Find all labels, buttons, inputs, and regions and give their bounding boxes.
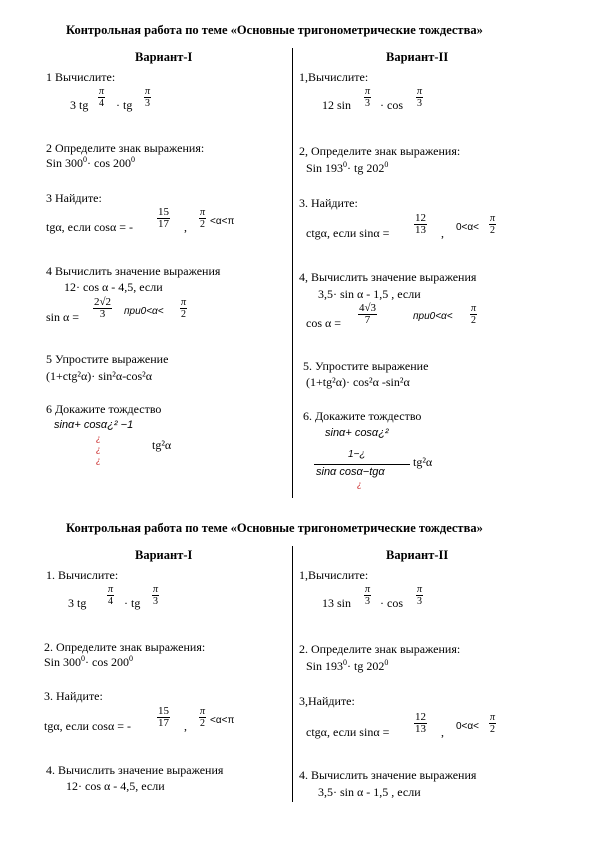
task-1-expr-a-v2: 12 sin: [322, 98, 352, 112]
task-4-expr: 12· cos α - 4,5, если: [64, 280, 163, 294]
task-5-label: 5 Упростите выражение: [46, 352, 169, 366]
task-6-mark-3: ¿: [96, 455, 101, 465]
task-3-condition-v2: 0<α<: [456, 222, 480, 233]
task-1-expr-b: · tg: [116, 98, 133, 112]
task-3-label-v2-b2: 3,Найдите:: [299, 694, 355, 708]
task-2-label-v2: 2, Определите знак выражения:: [299, 144, 461, 158]
task-4-condition: при0<α<: [124, 306, 164, 317]
task-1-label-v2-b2: 1,Вычислите:: [299, 568, 369, 582]
fraction-pi-2-v2-b2: $\frac{\pi}{2}$: [490, 712, 496, 735]
task-6-fraction-bar: [314, 464, 410, 465]
fraction-pi-4: $\frac{\pi}{4}$: [99, 86, 105, 109]
fraction-pi-2-b: $\frac{\pi}{2}$: [181, 297, 187, 320]
task-3-label-v2: 3. Найдите:: [299, 196, 358, 210]
task-6-mark-2: ¿: [96, 444, 101, 454]
fraction-pi-2-b2: $\frac{\pi}{2}$: [200, 706, 206, 729]
task-6-bot-v2: sinα cosα−tgα: [316, 466, 385, 478]
task-1-expr-b-b2: · tg: [124, 596, 141, 610]
task-6-label-v2: 6. Докажите тождество: [303, 409, 422, 423]
task-2-label-v2-b2: 2. Определите знак выражения:: [299, 642, 461, 656]
task-3-comma-v2-b2: ,: [441, 725, 444, 739]
task-3-expr-b2: tgα, если cosα = -: [44, 719, 132, 733]
task-3-comma-b2: ,: [184, 719, 187, 733]
task-6-mark-1: ¿: [96, 433, 101, 443]
task-6-label: 6 Докажите тождество: [46, 402, 162, 416]
task-4-label-v2-b2: 4. Вычислить значение выражения: [299, 768, 477, 782]
task-4-label: 4 Вычислить значение выражения: [46, 264, 221, 278]
task-2-expr: Sin $300^0\cdot \cos 200^0$: [46, 155, 136, 170]
fraction-4root3-7: $\frac{4√3}{7}$: [359, 302, 377, 326]
task-6-right-v2: tg²α: [413, 455, 433, 469]
task-3-comma-v2: ,: [441, 226, 444, 240]
task-2-label-b2: 2. Определите знак выражения:: [44, 640, 206, 654]
task-5-expr: (1+ctg²α)· sin²α-cos²α: [46, 369, 153, 383]
task-6-expr: sinα+ cosα¿² −1: [54, 419, 134, 431]
variant-1-header-b2: Вариант-I: [135, 548, 193, 562]
fraction-15-17: $\frac{15}{17}$: [158, 206, 169, 230]
task-4-condition-v2: при0<α<: [413, 311, 453, 322]
column-divider-1: [292, 48, 293, 498]
task-6-right: tg²α: [152, 438, 172, 452]
task-1-expr-a: 3 tg: [70, 98, 89, 112]
fraction-12-13-b2: $\frac{12}{13}$: [415, 711, 426, 735]
fraction-15-17-b2: $\frac{15}{17}$: [158, 705, 169, 729]
fraction-pi-4-b2: $\frac{\pi}{4}$: [108, 584, 114, 607]
task-4-sin: sin α =: [46, 310, 80, 324]
task-5-label-v2: 5. Упростите выражение: [303, 359, 429, 373]
task-1-expr-b-v2: · cos: [380, 98, 403, 112]
task-6-mark-v2: ¿: [357, 479, 362, 489]
task-3-label-b2: 3. Найдите:: [44, 689, 103, 703]
task-1-expr-a-v2-b2: 13 sin: [322, 596, 352, 610]
task-2-expr-v2: Sin $193^0\cdot$ tg $202^0$: [306, 160, 389, 175]
task-6-mid-v2: 1−¿: [348, 449, 366, 460]
page-title-1: Контрольная работа по теме «Основные тригонометрические тождества»: [66, 23, 483, 37]
task-4-expr-v2-b2: 3,5· sin α - 1,5 , если: [318, 785, 421, 799]
column-divider-2: [292, 546, 293, 802]
task-4-label-v2: 4, Вычислить значение выражения: [299, 270, 477, 284]
task-1-expr-a-b2: 3 tg: [68, 596, 87, 610]
task-6-top-v2: sinα+ cosα¿²: [325, 427, 389, 439]
fraction-pi-2: $\frac{\pi}{2}$: [200, 207, 206, 230]
task-3-expr: tgα, если cosα = -: [46, 220, 134, 234]
variant-2-header: Вариант-II: [386, 50, 449, 64]
fraction-2root2-3: $\frac{2√2}{3}$: [94, 296, 112, 320]
task-4-expr-v2: 3,5· sin α - 1,5 , если: [318, 287, 421, 301]
fraction-pi-3-v2a-b2: $\frac{\pi}{3}$: [365, 584, 371, 607]
task-1-label-b2: 1. Вычислите:: [46, 568, 119, 582]
task-3-expr-v2-b2: ctgα, если sinα =: [306, 725, 390, 739]
task-3-label: 3 Найдите:: [46, 191, 102, 205]
task-1-label-v2: 1,Вычислите:: [299, 70, 369, 84]
fraction-pi-3-v2b-b2: $\frac{\pi}{3}$: [417, 584, 423, 607]
page-title-2: Контрольная работа по теме «Основные тригонометрические тождества»: [66, 521, 483, 535]
task-4-expr-b2: 12· cos α - 4,5, если: [66, 779, 165, 793]
task-3-condition-v2-b2: 0<α<: [456, 721, 480, 732]
fraction-pi-2-v2: $\frac{\pi}{2}$: [490, 213, 496, 236]
task-3-condition-b2: <α<π: [210, 715, 235, 726]
fraction-pi-3-v2a: $\frac{\pi}{3}$: [365, 86, 371, 109]
task-4-label-b2: 4. Вычислить значение выражения: [46, 763, 224, 777]
task-3-condition: <α<π: [210, 216, 235, 227]
task-2-expr-b2: Sin $300^0\cdot \cos 200^0$: [44, 654, 134, 669]
task-1-expr-b-v2-b2: · cos: [380, 596, 403, 610]
fraction-pi-3: $\frac{\pi}{3}$: [145, 86, 151, 109]
fraction-pi-3-b2: $\frac{\pi}{3}$: [153, 584, 159, 607]
fraction-pi-2-v2b: $\frac{\pi}{2}$: [471, 303, 477, 326]
fraction-pi-3-v2b: $\frac{\pi}{3}$: [417, 86, 423, 109]
task-3-comma: ,: [184, 220, 187, 234]
task-2-expr-v2-b2: Sin $193^0\cdot$ tg $202^0$: [306, 658, 389, 673]
task-1-label: 1 Вычислите:: [46, 70, 116, 84]
variant-1-header: Вариант-I: [135, 50, 193, 64]
variant-2-header-b2: Вариант-II: [386, 548, 449, 562]
task-4-cos-v2: cos α =: [306, 316, 342, 330]
task-2-label: 2 Определите знак выражения:: [46, 141, 205, 155]
task-5-expr-v2: (1+tg²α)· cos²α -sin²α: [306, 375, 410, 389]
task-3-expr-v2: ctgα, если sinα =: [306, 226, 390, 240]
fraction-12-13: $\frac{12}{13}$: [415, 212, 426, 236]
